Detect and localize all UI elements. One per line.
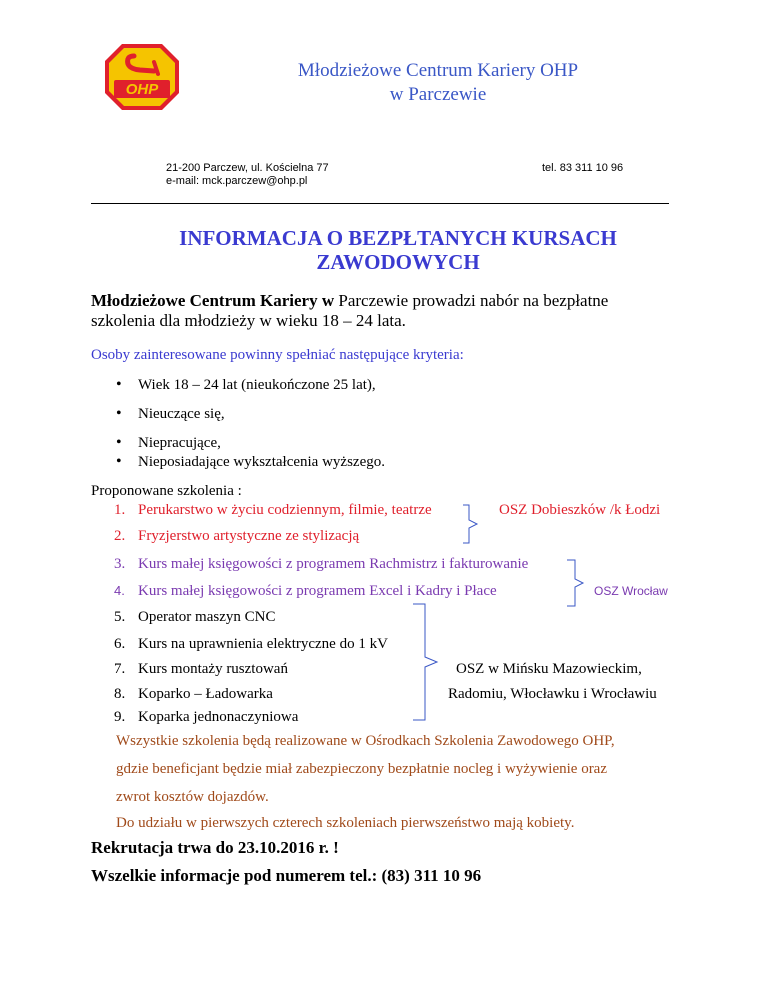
location-group1: OSZ Dobieszków /k Łodzi: [499, 502, 661, 518]
note-line: zwrot kosztów dojazdów.: [116, 789, 269, 805]
header-rule: [91, 203, 669, 204]
course-label: Kurs montaży rusztowań: [138, 661, 288, 677]
intro-line2: szkolenia dla młodzieży w wieku 18 – 24 lata.: [91, 311, 406, 330]
course-label: Koparka jednonaczyniowa: [138, 709, 299, 725]
location-group2: OSZ Wrocław: [594, 584, 668, 598]
note-line: Wszystkie szkolenia będą realizowane w Ośrodkach Szkolenia Zawodowego OHP,: [116, 733, 615, 749]
note-line: gdzie beneficjant będzie miał zabezpieczony bezpłatnie nocleg i wyżywienie oraz: [116, 761, 608, 777]
course-number: 4.: [114, 583, 125, 598]
course-label: Kurs na uprawnienia elektryczne do 1 kV: [138, 636, 388, 652]
phone: tel. 83 311 10 96: [542, 162, 624, 174]
course-number: 6.: [114, 636, 126, 652]
course-label: Fryzjerstwo artystyczne ze stylizacją: [138, 528, 360, 544]
intro-line1: [91, 291, 608, 311]
brace-group2: [567, 559, 587, 607]
course-number: 5.: [114, 609, 126, 625]
course-label: Kurs małej księgowości z programem Rachmistrz i fakturowanie: [138, 556, 529, 572]
contact-info: Wszelkie informacje pod numerem tel.: (83) 311 10 96: [91, 866, 482, 885]
org-name-line1: Młodzieżowe Centrum Kariery OHP: [297, 60, 579, 81]
brace-group1: [463, 504, 483, 544]
criteria-heading: Osoby zainteresowane powinny spełniać następujące kryteria:: [91, 347, 464, 363]
course-number: 8.: [114, 686, 126, 702]
criteria-item: • Niepracujące,: [138, 435, 221, 452]
course-label: Operator maszyn CNC: [138, 609, 276, 625]
course-number: 3.: [114, 556, 126, 572]
course-number: 9.: [114, 709, 126, 725]
intro-rest: Parczewie prowadzi nabór na bezpłatne: [334, 291, 609, 310]
address: 21-200 Parczew, ul. Kościelna 77: [166, 162, 329, 174]
course-label: Kurs małej księgowości z programem Excel i Kadry i Płace: [138, 583, 497, 599]
criteria-item: • Nieposiadające wykształcenia wyższego.: [138, 454, 385, 471]
intro-bold: Młodzieżowe Centrum Kariery w: [91, 291, 335, 310]
course-number: 1.: [114, 502, 126, 518]
note-line: Do udziału w pierwszych czterech szkoleniach pierwszeństwo mają kobiety.: [116, 815, 575, 831]
course-number: 7.: [114, 661, 126, 677]
brace-group3: [413, 603, 443, 721]
course-number: 2.: [114, 528, 126, 544]
course-label: Perukarstwo w życiu codziennym, filmie, teatrze: [138, 502, 432, 518]
location-group3-line1: OSZ w Mińsku Mazowieckim,: [456, 661, 642, 677]
org-name-line2: w Parczewie: [389, 84, 487, 105]
document-title-line1: INFORMACJA O BEZPŁTANYCH KURSACH: [179, 226, 617, 250]
criteria-item: • Wiek 18 – 24 lat (nieukończone 25 lat),: [138, 377, 376, 394]
location-group3-line2: Radomiu, Włocławku i Wrocławiu: [448, 686, 657, 702]
criteria-item: • Nieuczące się,: [138, 406, 225, 423]
svg-text:OHP: OHP: [125, 81, 159, 98]
course-label: Koparko – Ładowarka: [138, 686, 273, 702]
email: e-mail: mck.parczew@ohp.pl: [166, 175, 308, 187]
document-title-line2: ZAWODOWYCH: [316, 250, 480, 274]
courses-heading: Proponowane szkolenia :: [91, 483, 242, 499]
recruitment-deadline: Rekrutacja trwa do 23.10.2016 r. !: [91, 838, 339, 857]
